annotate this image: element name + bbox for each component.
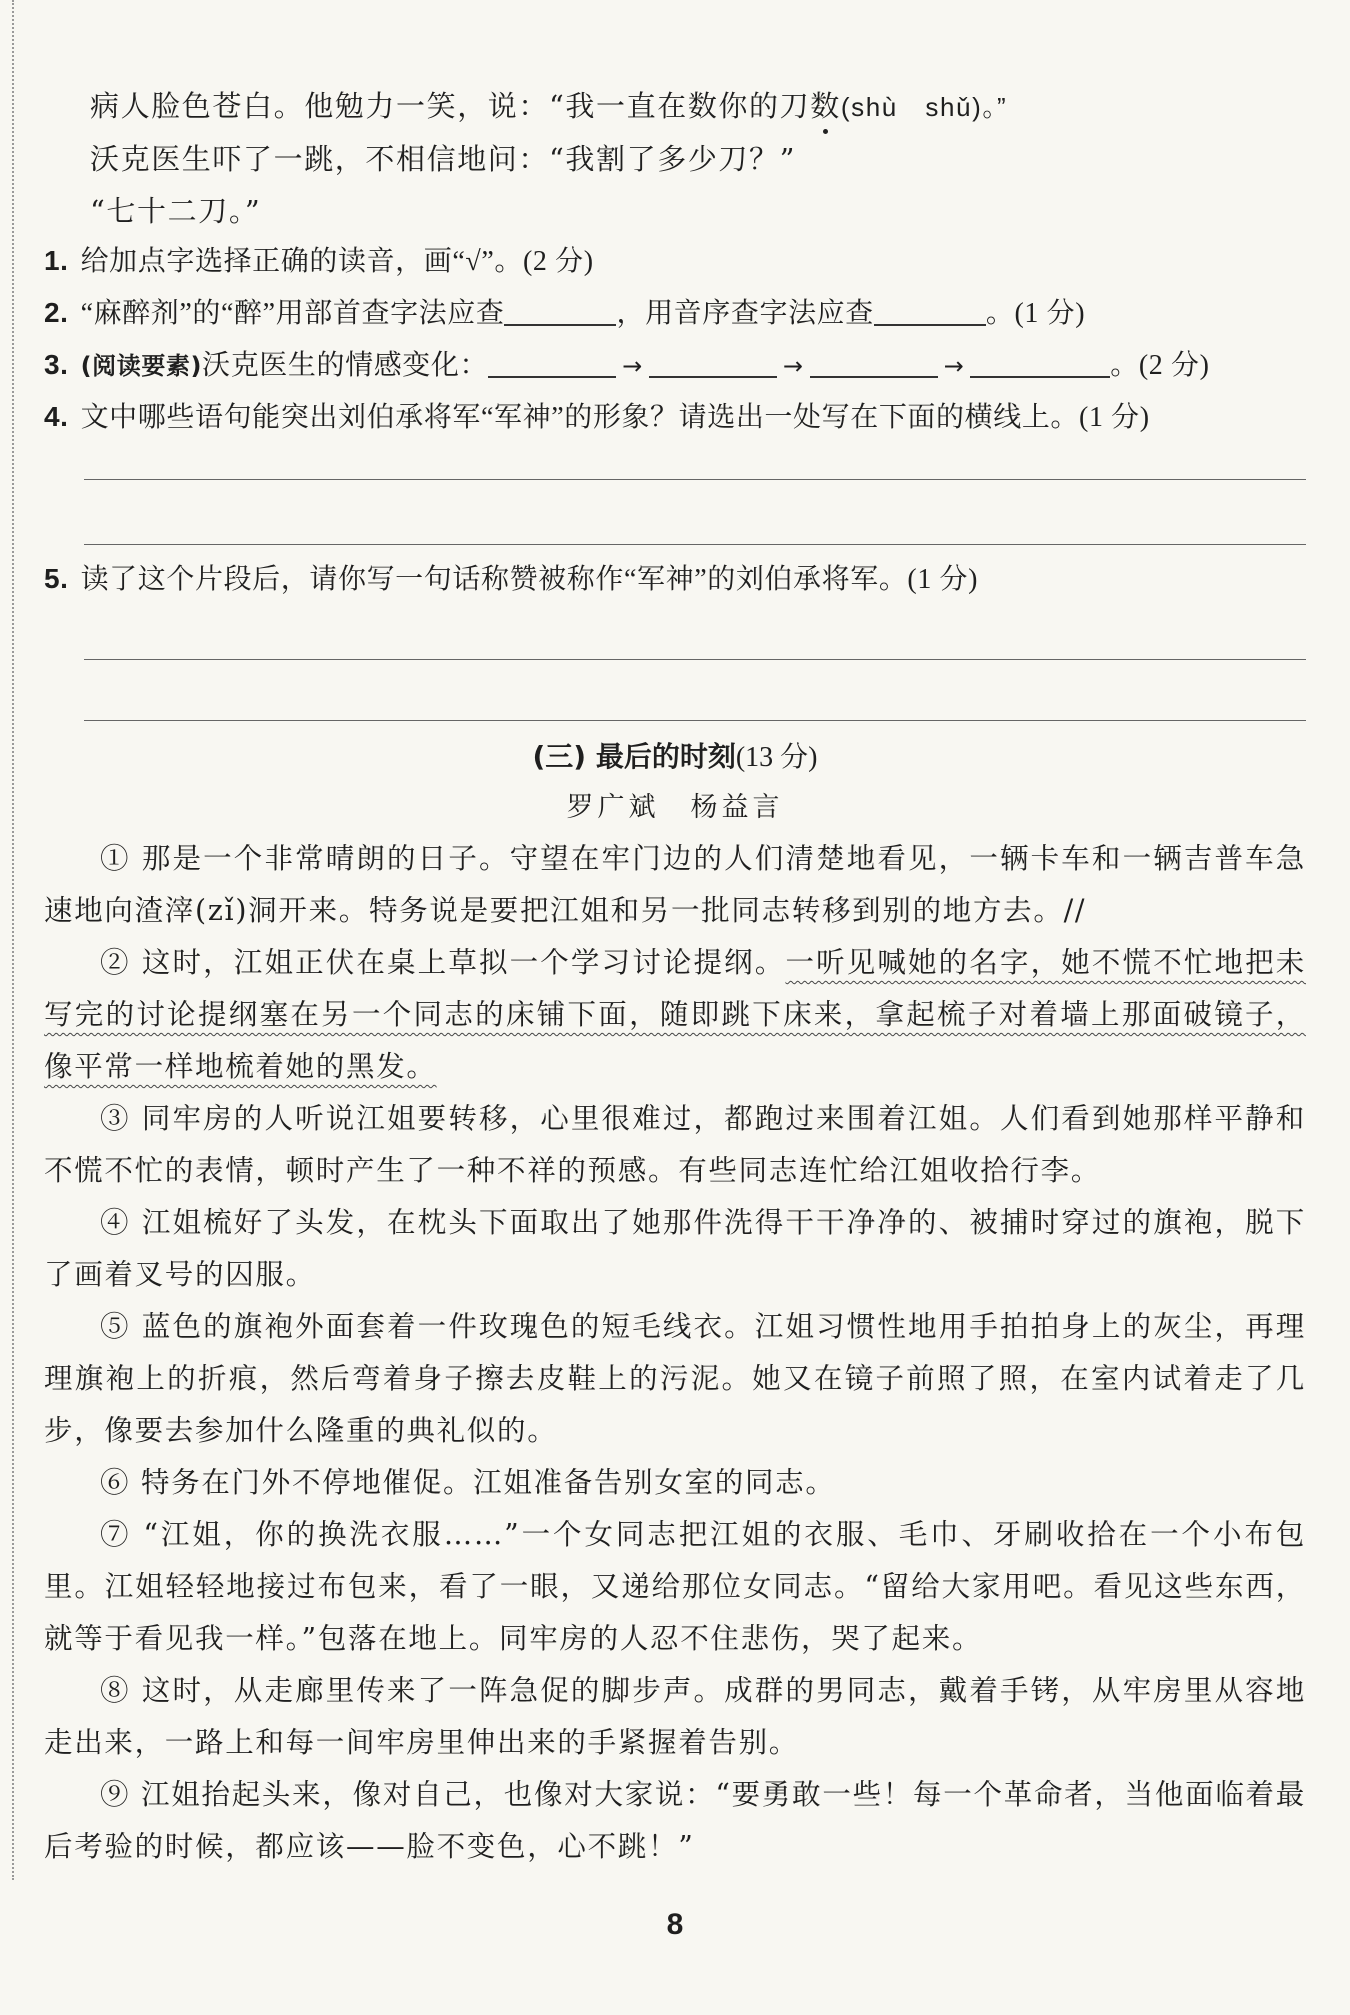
excerpt-line: “七十二刀。” bbox=[90, 194, 262, 228]
passage-paragraph-2 bbox=[44, 937, 1306, 1093]
question-text: 沃克医生的情感变化： bbox=[202, 350, 489, 381]
question-number: 5. bbox=[44, 563, 69, 594]
question-number: 4. bbox=[44, 401, 69, 432]
passage-paragraph-3: ③ 同牢房的人听说江姐要转移，心里很难过，都跑过来围着江姐。人们看到她那样平静和不慌不忙的表情，顿时产生了一种不祥的预感。有些同志连忙给江姐收拾行李。 bbox=[44, 1102, 1306, 1187]
section-title bbox=[44, 731, 1306, 783]
excerpt-line bbox=[90, 86, 1306, 127]
question-number: 1. bbox=[44, 245, 69, 276]
question-text: 文中哪些语句能突出刘伯承将军“军神”的形象？请选出一处写在下面的横线上。(1 分) bbox=[80, 402, 1150, 433]
binding-gutter-dotted-line bbox=[12, 0, 14, 1880]
question-1 bbox=[44, 235, 1306, 287]
answer-blank-radical[interactable] bbox=[504, 292, 616, 326]
answer-blank-phonetic[interactable] bbox=[874, 292, 986, 326]
question-2 bbox=[44, 287, 1306, 339]
question-4 bbox=[44, 391, 1306, 443]
arrow-icon: → bbox=[943, 352, 965, 380]
reading-passage bbox=[44, 833, 1306, 1873]
question-text: “麻醉剂”的“醉”用部首查字法应查 bbox=[80, 298, 505, 329]
dotted-character: 数 bbox=[810, 86, 841, 126]
answer-line[interactable] bbox=[84, 480, 1306, 545]
passage-paragraph-9: ⑨ 江姐抬起头来，像对自己，也像对大家说：“要勇敢一些！每一个革命者，当他面临着最后考验的时候，都应该——脸不变色，心不跳！” bbox=[44, 1778, 1306, 1863]
passage-paragraph-6: ⑥ 特务在门外不停地催促。江姐准备告别女室的同志。 bbox=[100, 1466, 836, 1499]
question-text: 。(2 分) bbox=[1110, 350, 1210, 381]
section-authors: 罗广斌 杨益言 bbox=[566, 792, 784, 823]
excerpt-passage bbox=[44, 86, 1306, 231]
emotion-blank-2[interactable] bbox=[649, 344, 777, 378]
emotion-blank-1[interactable] bbox=[488, 344, 616, 378]
section-score: (13 分) bbox=[735, 742, 818, 773]
passage-paragraph-7: ⑦ “江姐，你的换洗衣服……”一个女同志把江姐的衣服、毛巾、牙刷收拾在一个小布包里。江姐轻轻地接过布包来，看了一眼，又递给那位女同志。“留给大家用吧。看见这些东西，就等于看见我一样。”包落在地上。同牢房的人忍不住悲伤，哭了起来。 bbox=[44, 1518, 1306, 1655]
emotion-blank-4[interactable] bbox=[970, 344, 1110, 378]
answer-line[interactable] bbox=[84, 443, 1306, 480]
emotion-blank-3[interactable] bbox=[810, 344, 938, 378]
question-text: 给加点字选择正确的读音，画“√”。(2 分) bbox=[80, 246, 594, 277]
answer-line[interactable] bbox=[84, 605, 1306, 660]
passage-paragraph-1: ① 那是一个非常晴朗的日子。守望在牢门边的人们清楚地看见，一辆卡车和一辆吉普车急速地向渣滓(zǐ)洞开来。特务说是要把江姐和另一批同志转移到别的地方去。// bbox=[44, 842, 1306, 927]
questions-block bbox=[44, 235, 1306, 721]
passage-paragraph-4: ④ 江姐梳好了头发，在枕头下面取出了她那件洗得干干净净的、被捕时穿过的旗袍，脱下了画着叉号的囚服。 bbox=[44, 1206, 1306, 1291]
question-text: 。(1 分) bbox=[985, 298, 1086, 329]
worksheet-page bbox=[44, 86, 1306, 1873]
question-number: 2. bbox=[44, 297, 69, 328]
section-title-text: (三) 最后的时刻 bbox=[532, 740, 736, 773]
excerpt-line-text: 病人脸色苍白。他勉力一笑，说：“我一直在数你的刀 bbox=[90, 89, 811, 123]
question-text: 读了这个片段后，请你写一句话称赞被称作“军神”的刘伯承将军。(1 分) bbox=[80, 564, 979, 595]
excerpt-line: 沃克医生吓了一跳，不相信地问：“我割了多少刀？” bbox=[90, 142, 797, 176]
passage-paragraph-8: ⑧ 这时，从走廊里传来了一阵急促的脚步声。成群的男同志，戴着手铐，从牢房里从容地走出来，一路上和每一间牢房里伸出来的手紧握着告别。 bbox=[44, 1674, 1306, 1759]
answer-line[interactable] bbox=[84, 660, 1306, 721]
passage-paragraph-5: ⑤ 蓝色的旗袍外面套着一件玫瑰色的短毛线衣。江姐习惯性地用手拍拍身上的灰尘，再理理旗袍上的折痕，然后弯着身子擦去皮鞋上的污泥。她又在镜子前照了照，在室内试着走了几步，像要去参加什么隆重的典礼似的。 bbox=[44, 1310, 1306, 1447]
question-number: 3. bbox=[44, 349, 69, 380]
reading-element-tag: (阅读要素) bbox=[80, 352, 203, 380]
pinyin-options: (shù shǔ)。” bbox=[840, 92, 1008, 122]
question-5 bbox=[44, 553, 1306, 605]
page-number: 8 bbox=[666, 1908, 684, 1941]
arrow-icon: → bbox=[622, 352, 643, 380]
wavy-underlined-text: 一听见喊她的名字，她不慌不忙地把未写完的讨论提纲塞在另一个同志的床铺下面，随即跳下床来，拿起梳子对着墙上那面破镜子，像平常一样地梳着她的黑发。 bbox=[44, 946, 1306, 1083]
paragraph-text: ② 这时，江姐正伏在桌上草拟一个学习讨论提纲。 bbox=[100, 946, 786, 979]
arrow-icon: → bbox=[782, 352, 804, 380]
question-3 bbox=[44, 339, 1306, 391]
question-text: ，用音序查字法应查 bbox=[616, 298, 874, 329]
